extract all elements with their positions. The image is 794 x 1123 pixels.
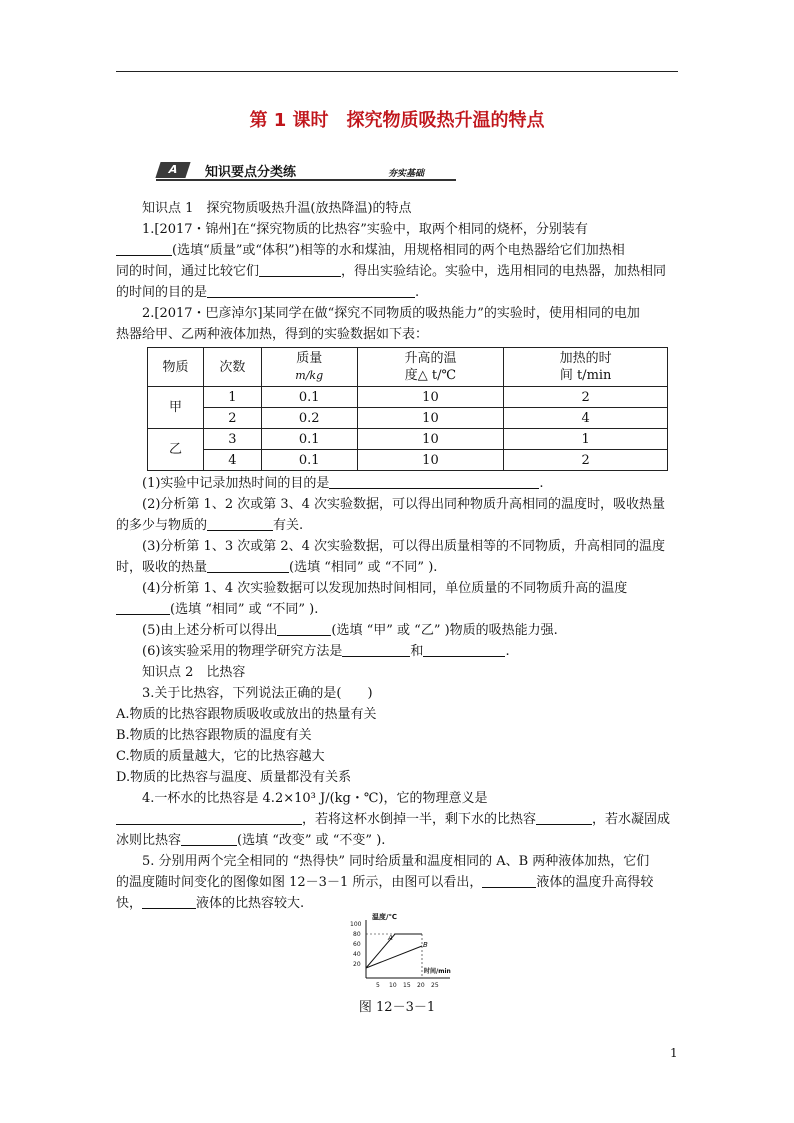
figure-caption: 图 12－3－1 [358,1000,436,1015]
table-cell: 0.1 [261,429,357,450]
table-cell: 2 [504,387,668,408]
banner-subtitle: 夯实基础 [388,169,425,179]
table-cell: 0.2 [261,408,357,429]
page-number: 1 [670,1046,678,1060]
table-header-cell: 次数 [203,348,261,387]
q3-option-c[interactable]: C.物质的质量越大，它的比热容越大 [116,749,325,764]
table-cell: 10 [357,408,504,429]
q3-option-a[interactable]: A.物质的比热容跟物质吸收或放出的热量有关 [116,707,377,722]
y-tick-label: 60 [353,941,361,948]
line-b [366,946,422,968]
q3-option-d[interactable]: D.物质的比热容与温度、质量都没有关系 [116,770,352,785]
table-row [148,450,668,471]
q2-sub-4a: (4)分析第 1、4 次实验数据可以发现加热时间相同，单位质量的不同物质升高的温度 [142,581,628,596]
answer-blank[interactable] [259,262,341,277]
temperature-time-graph [350,910,462,990]
x-tick-label: 10 [389,982,397,989]
answer-blank[interactable] [482,873,536,888]
answer-blank[interactable] [207,558,289,573]
table-cell: 0.1 [261,387,357,408]
answer-blank[interactable] [277,621,331,636]
answer-blank[interactable] [116,810,302,825]
table-cell: 0.1 [261,450,357,471]
table-cell: 10 [357,387,504,408]
q4-line-3: 冰则比热容 (选填 “改变” 或 “不变” ). [116,833,386,848]
answer-blank[interactable] [329,474,539,489]
q2-line-1: 2.[2017・巴彦淖尔]某同学在做“探究不同物质的吸热能力”的实验时，使用相同的电加 [142,306,640,321]
table-group-cell: 甲 [148,387,204,429]
q5-line-3: 快， 液体的比热容较大. [116,896,305,911]
q5-line-1: 5. 分别用两个完全相同的 “热得快” 同时给质量和温度相同的 A、B 两种液体加热，它们 [142,854,650,869]
answer-blank[interactable] [536,810,592,825]
q4-line-2: ，若将这杯水倒掉一半，剩下水的比热容 ，若水凝固成 [116,809,681,830]
line-a [366,934,422,968]
table-cell: 2 [203,408,261,429]
q2-sub-3b: 时，吸收的热量 (选填 “相同” 或 “不同” ). [116,560,438,575]
y-tick-label: 40 [353,951,361,958]
y-tick-label: 80 [353,931,361,938]
answer-blank[interactable] [181,831,237,846]
table-row [148,429,668,450]
q2-sub-3a: (3)分析第 1、3 次或第 2、4 次实验数据，可以得出质量相等的不同物质，升高相同的温度 [142,539,666,554]
q2-sub-4b: (选填 “相同” 或 “不同” ). [116,599,681,620]
knowledge-point-2: 知识点 2 比热容 [142,665,246,680]
y-tick-label: 20 [353,961,361,968]
q1-line-3: 同的时间，通过比较它们 ，得出实验结论。实验中，选用相同的电热器，加热相同 [116,264,667,279]
table-row [148,408,668,429]
q2-sub-5: (5)由上述分析可以得出 (选填 “甲” 或 “乙” )物质的吸热能力强. [142,623,558,638]
x-tick-label: 25 [431,982,439,989]
table-cell: 4 [203,450,261,471]
q2-sub-1: (1)实验中记录加热时间的目的是 . [142,476,544,491]
table-cell: 10 [357,429,504,450]
q1-line-2: (选填“质量”或“体积”)相等的水和煤油，用规格相同的两个电热器给它们加热相 [116,240,681,261]
table-cell: 1 [504,429,668,450]
q5-line-2: 的温度随时间变化的图像如图 12－3－1 所示，由图可以看出， 液体的温度升高得较 [116,875,654,890]
table-cell: 10 [357,450,504,471]
q3-stem: 3.关于比热容，下列说法正确的是( ) [142,686,373,701]
page-title: 第 1 课时 探究物质吸热升温的特点 [249,110,545,131]
table-header-cell: 升高的温 度△ t/℃ [357,348,504,387]
table-header-cell: 物质 [148,348,204,387]
table-header-row [148,348,668,387]
answer-blank[interactable] [116,241,172,256]
q2-sub-2a: (2)分析第 1、2 次或第 3、4 次实验数据，可以得出同种物质升高相同的温度时，吸收热量 [142,497,666,512]
table-cell: 2 [504,450,668,471]
header-rule [116,71,678,72]
table-cell: 1 [203,387,261,408]
q2-sub-2b: 的多少与物质的 有关. [116,518,304,533]
q1-line-4: 的时间的目的是 . [116,285,420,300]
table-header-cell: 加热的时 间 t/min [504,348,668,387]
table-group-cell: 乙 [148,429,204,471]
answer-blank[interactable] [116,600,170,615]
x-tick-label: 5 [376,982,380,989]
q1-line-1: 1.[2017・锦州]在“探究物质的比热容”实验中，取两个相同的烧杯，分别装有 [142,222,588,237]
graph-x-label: 时间/min [424,968,451,975]
q4-line-1: 4.一杯水的比热容是 4.2×10³ J/(kg・℃)，它的物理意义是 [142,791,488,806]
line-a-label: A [388,934,393,942]
banner-label: 知识要点分类练 [205,165,297,180]
table-cell: 4 [504,408,668,429]
answer-blank[interactable] [342,642,410,657]
banner-tag-icon: A [155,162,190,178]
graph-y-label: 温度/℃ [372,913,398,921]
answer-blank[interactable] [207,516,273,531]
q2-line-2: 热器给甲、乙两种液体加热，得到的实验数据如下表： [116,327,429,342]
table-cell: 3 [203,429,261,450]
worksheet-content [116,198,681,914]
q3-option-b[interactable]: B.物质的比热容跟物质的温度有关 [116,728,312,743]
q2-sub-6: (6)该实验采用的物理学研究方法是 和 . [142,644,510,659]
y-tick-label: 100 [350,921,362,928]
line-b-label: B [423,941,428,949]
table-row [148,387,668,408]
answer-blank[interactable] [207,283,415,298]
data-table [147,347,668,471]
knowledge-point-1: 知识点 1 探究物质吸热升温(放热降温)的特点 [142,201,412,216]
answer-blank[interactable] [423,642,505,657]
x-tick-label: 15 [403,982,411,989]
x-tick-label: 20 [417,982,425,989]
table-header-cell: 质量 m/kg [261,348,357,387]
section-banner [156,158,456,190]
answer-blank[interactable] [142,894,196,909]
